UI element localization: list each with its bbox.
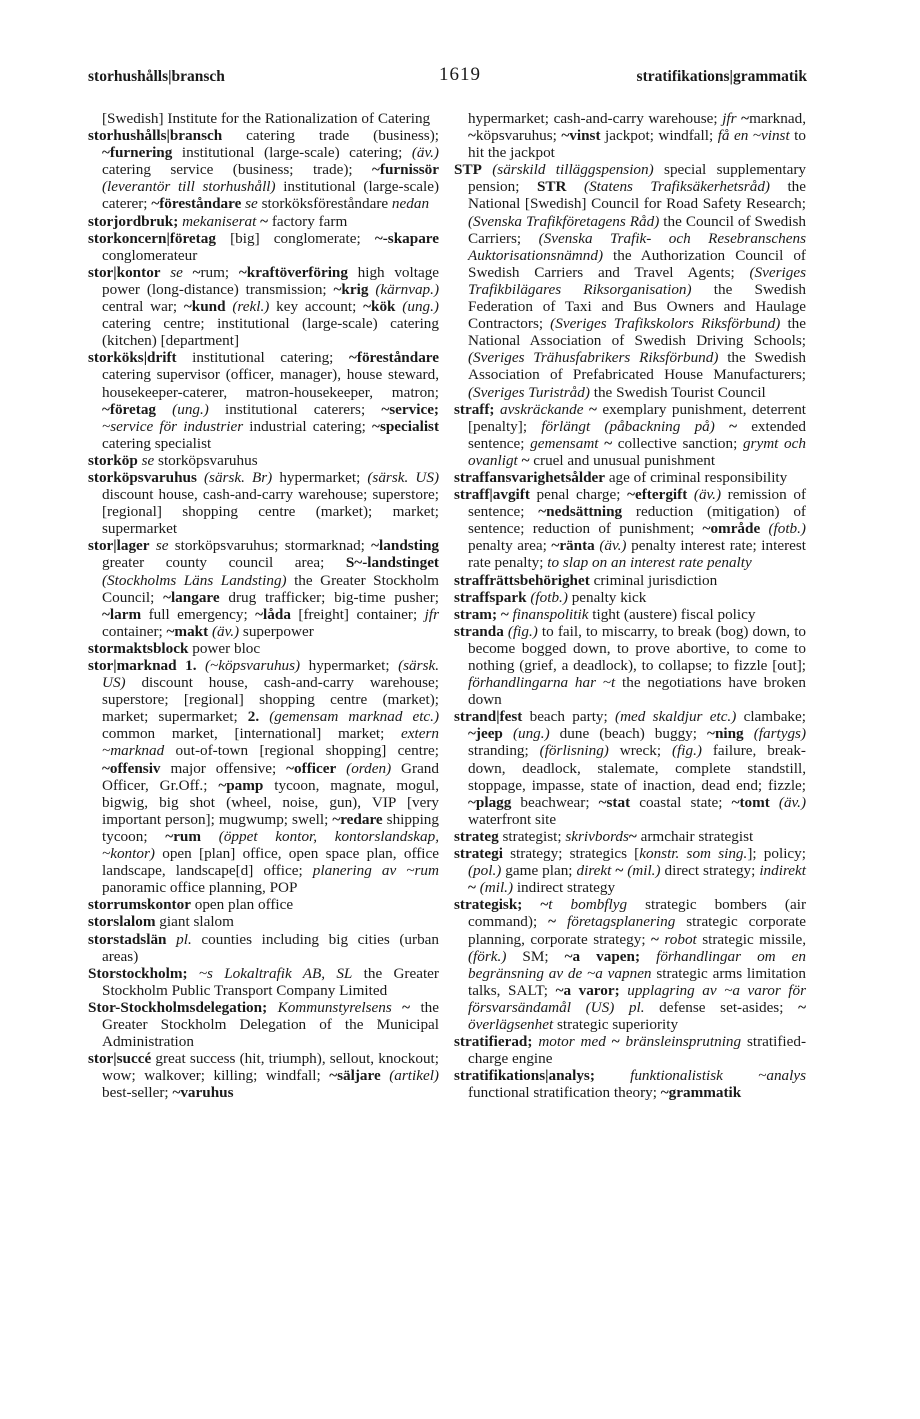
dictionary-entry: storköp se storköpsvaruhus — [88, 451, 258, 469]
running-head-last-entry: stratifikations|grammatik — [636, 68, 807, 85]
dictionary-entry: stratifierad; motor med ~ bränsleinsprutning stratified-charge engine — [454, 1033, 807, 1068]
right-column — [454, 110, 806, 1101]
page-number: 1619 — [439, 64, 481, 85]
dictionary-entry: straff|avgift penal charge; ~eftergift (äv.) remission of sentence; ~nedsättning reduction (mitigation) of sentence; reduction of punishment; ~område (fotb.) penalty area; ~ränta (äv.) penalty interest rate; interest rate penalty; to slap on an interest rate penalty — [454, 486, 807, 572]
dictionary-entry: STP (särskild tilläggspension) special supplementary pension; STR (Statens Trafiksäkerhetsråd) the National [Swedish] Council for Road Safety Research; (Svenska Trafikföretagens Råd) the Council of Swedish Carriers; (Svenska Trafik- och Resebranschens Auktorisationsnämnd) the Authorization Council of Swedish Carriers and Travel Agents; (Sveriges Trafikbilägares Riksorganisation) the Swedish Federation of Taxi and Bus Owners and Haulage Contractors; (Sveriges Trafikskolors Riksförbund) the National Association of Swedish Driving Schools; (Sveriges Trähusfabrikers Riksförbund) the Swedish Association of Prefabricated House Manufacturers; (Sveriges Turistråd) the Swedish Tourist Council — [454, 161, 807, 401]
dictionary-entry: stormaktsblock power bloc — [88, 639, 261, 657]
left-column — [88, 110, 439, 1101]
dictionary-entry: stor|marknad 1. (~köpsvaruhus) hypermarket; (särsk. US) discount house, cash-and-carry warehouse; superstore; [regional] shopping centre (market); market; supermarket; 2. (gemensam marknad etc.) common market, [international] market; extern ~marknad out-of-town [regional shopping] centre; ~offensiv major offensive; ~officer (orden) Grand Officer, Gr.Off.; ~pamp tycoon, magnate, mogul, bigwig, big shot (wheel, noise, gun), VIP [very important person]; mugwump; swell; ~redare shipping tycoon; ~rum (öppet kontor, kontorslandskap, ~kontor) open [plan] office, open space plan, office landscape, landscape[d] office; planering av ~rum panoramic office planning, POP — [88, 657, 440, 897]
dictionary-entry: stranda (fig.) to fail, to miscarry, to break (bog) down, to become bogged down, to prove abortive, to come to nothing (grief, a deadlock), to collapse; to fizzle [out]; förhandlingarna har ~t the negotiations have broken down — [454, 622, 807, 709]
dictionary-entry: stram; ~ finanspolitik tight (austere) fiscal policy — [454, 605, 756, 623]
dictionary-entry: strategi strategy; strategics [konstr. som sing.]; policy; (pol.) game plan; direkt ~ (mil.) direct strategy; indirekt ~ (mil.) indirect strategy — [454, 845, 807, 897]
dictionary-entry: straffrättsbehörighet criminal jurisdiction — [454, 571, 718, 589]
entry-continuation: hypermarket; cash-and-carry warehouse; jfr ~marknad, ~köpsvaruhus; ~vinst jackpot; windfall; få en ~vinst to hit the jackpot — [468, 110, 806, 162]
dictionary-entry: storköks|drift institutional catering; ~föreståndare catering supervisor (officer, manager), house steward, housekeeper-caterer, matron-housekeeper, matron; ~företag (ung.) institutional caterers; ~service; ~service för industrier industrial catering; ~specialist catering specialist — [88, 349, 440, 452]
running-head-first-entry: storhushålls|bransch — [88, 68, 225, 85]
dictionary-entry: strand|fest beach party; (med skaldjur etc.) clambake; ~jeep (ung.) dune (beach) buggy; ~ning (fartygs) stranding; (förlisning) wreck; (fig.) failure, break-down, deadlock, stalemate, complete standstill, stoppage, impasse, state of inaction, dead end; fizzle; ~plagg beachwear; ~stat coastal state; ~tomt (äv.) waterfront site — [454, 708, 807, 828]
dictionary-entry: storslalom giant slalom — [88, 913, 234, 931]
dictionary-entry: stor|lager se storköpsvaruhus; stormarknad; ~landsting greater county council area; S~-landstinget (Stockholms Läns Landsting) the Greater Stockholm Council; ~langare drug trafficker; big-time pusher; ~larm full emergency; ~låda [freight] container; jfr container; ~makt (äv.) superpower — [88, 537, 440, 640]
dictionary-entry: stor|kontor se ~rum; ~kraftöverföring high voltage power (long-distance) transmission; ~krig (kärnvap.) central war; ~kund (rekl.) key account; ~kök (ung.) catering centre; institutional (large-scale) catering (kitchen) [department] — [88, 263, 440, 350]
dictionary-entry: strateg strategist; skrivbords~ armchair strategist — [454, 827, 754, 845]
dictionary-entry: stratifikations|analys; funktionalistisk ~analys functional stratification theory; ~grammatik — [454, 1067, 806, 1102]
dictionary-entry: storstadslän pl. counties including big cities (urban areas) — [88, 930, 440, 965]
dictionary-entry: Stor-Stockholmsdelegation; Kommunstyrelsens ~ the Greater Stockholm Delegation of the Municipal Administration — [88, 998, 440, 1051]
dictionary-entry: storkoncern|företag [big] conglomerate; ~-skapare conglomerateur — [88, 229, 439, 264]
dictionary-entry: straffspark (fotb.) penalty kick — [454, 588, 647, 606]
dictionary-entry: straffansvarighetsålder age of criminal responsibility — [454, 468, 788, 486]
dictionary-entry: stor|succé great success (hit, triumph), sellout, knockout; wow; walkover; killing; windfall; ~säljare (artikel) best-seller; ~varuhus — [88, 1050, 439, 1102]
dictionary-entry: strategisk; ~t bombflyg strategic bombers (air command); ~ företagsplanering strategic corporate planning, corporate strategy; ~ robot strategic missile, (förk.) SM; ~a vapen; förhandlingar om en begränsning av de ~a vapnen strategic arms limitation talks, SALT; ~a varor; upplagring av ~a varor för försvarsändamål (US) pl. defense set-asides; ~ överlägsenhet strategic superiority — [454, 896, 807, 1033]
dictionary-entry: straff; avskräckande ~ exemplary punishment, deterrent [penalty]; förlängt (påbackning på) ~ extended sentence; gemensamt ~ collective sanction; grymt och ovanligt ~ cruel and unusual punishment — [454, 400, 807, 469]
dictionary-entry: storjordbruk; mekaniserat ~ factory farm — [88, 212, 348, 230]
entry-continuation: [Swedish] Institute for the Rationalization of Catering — [102, 110, 431, 127]
dictionary-entry: storköpsvaruhus (särsk. Br) hypermarket; (särsk. US) discount house, cash-and-carry warehouse; superstore; [regional] shopping centre (market); market; supermarket — [88, 468, 439, 538]
dictionary-entry: storrumskontor open plan office — [88, 896, 294, 914]
dictionary-entry: storhushålls|bransch catering trade (business); ~furnering institutional (large-scale) catering; (äv.) catering service (business; trade); ~furnissör (leverantör till storhushåll) institutional (large-scale) caterer; ~föreståndare se storköksföreståndare nedan — [88, 127, 440, 213]
dictionary-entry: Storstockholm; ~s Lokaltrafik AB, SL the Greater Stockholm Public Transport Company Limited — [88, 964, 439, 999]
